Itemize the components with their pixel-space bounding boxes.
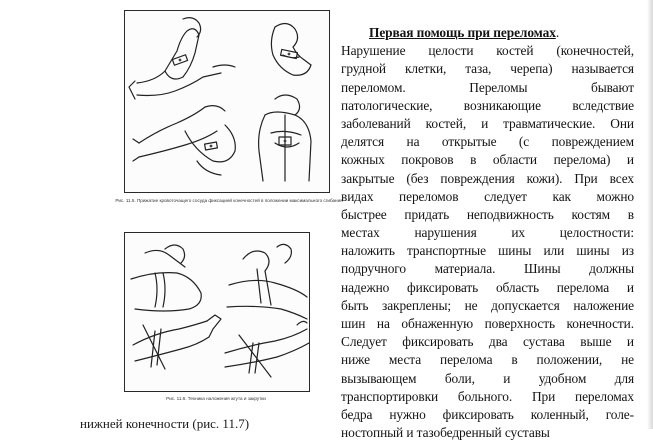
article-line: грудной клетки, таза, черепа) называется — [341, 61, 634, 77]
article-line: подручного материала. Шины должны — [341, 261, 634, 277]
article-heading: Первая помощь при переломах — [369, 25, 556, 40]
bottom-text-fragment: нижней конечности (рис. 11.7) — [80, 416, 250, 431]
figure-11-5-caption: Рис. 11.5. Прижатие кровоточащего сосуда фиксацией конечностей в положении максимального сгибания — [115, 198, 343, 203]
article-line: быть закреплены; не допускается наложение — [341, 297, 634, 313]
article-line: закрытые (без повреждения кожи). При всех — [341, 170, 634, 186]
article-line: вызывающем боли, и удобном для — [341, 370, 634, 386]
tourniquet-technique-drawings — [125, 233, 311, 393]
article-line: транспортировки больного. При переломах — [341, 388, 634, 404]
article-paragraph — [341, 42, 634, 442]
article-line: шин на обнаженную поверхность конечности. — [341, 316, 634, 331]
article-line: местах нарушения их целостности: — [341, 225, 634, 241]
article-line: переломом. Переломы бывают — [341, 79, 634, 95]
article-line: надежно фиксировать область перелома и — [341, 279, 634, 295]
article-line: патологические, возникающие вследствие — [341, 97, 634, 113]
figure-11-5-illustration — [124, 10, 330, 193]
article-line: делятся на открытые (с повреждением — [341, 134, 634, 150]
figure-11-6-illustration — [124, 232, 310, 392]
article-line: ностопный и тазобедренный суставы — [341, 425, 550, 441]
figure-11-6-caption: Рис. 11.6. Техника наложения жгута и закрутки — [166, 396, 266, 401]
article-heading-line — [341, 24, 634, 42]
article-text — [341, 24, 634, 442]
article-line: Следует фиксировать два сустава выше и — [341, 334, 634, 350]
article-line: бедра нужно фиксировать коленный, голе- — [341, 406, 634, 422]
article-line: видах переломов следует как можно — [341, 188, 634, 204]
article-line: кожных покровов в области перелома) и — [341, 152, 634, 168]
article-line: быстрее придать неподвижность костям в — [341, 206, 634, 222]
article-line: наложить транспортные шины или шины из — [341, 243, 634, 259]
article-line: заболеваний костей, и травматические. Они — [341, 115, 634, 131]
page-edge-shadow — [647, 0, 653, 429]
limb-flexion-drawings — [125, 11, 331, 194]
article-heading-period: . — [555, 25, 560, 40]
article-line: Нарушение целости костей (конечностей, — [341, 43, 634, 59]
article-line: ниже места перелома в положении, не — [341, 352, 634, 368]
